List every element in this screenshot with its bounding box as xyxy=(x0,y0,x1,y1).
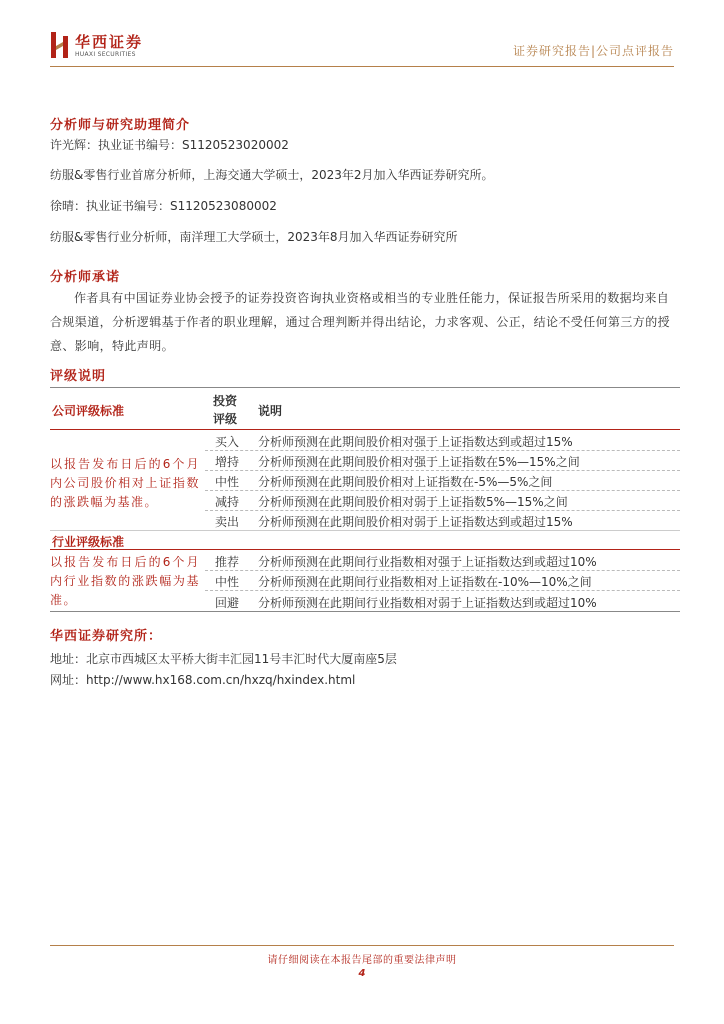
rating-header-line-2: 评级 xyxy=(212,412,237,426)
row-divider xyxy=(205,470,680,471)
rating-desc-sell: 分析师预测在此期间股价相对弱于上证指数达到或超过15% xyxy=(258,515,573,529)
rating-name-sell: 卖出 xyxy=(214,515,239,529)
company-header-rule xyxy=(50,429,680,430)
rating-table-top-rule xyxy=(50,387,680,388)
industry-header-rule xyxy=(50,549,680,550)
analyst-2-cert: 徐晴：执业证书编号：S1120523080002 xyxy=(50,199,277,213)
company-section-bottom-rule xyxy=(50,530,680,531)
rating-desc-industry-neutral: 分析师预测在此期间行业指数相对上证指数在-10%—10%之间 xyxy=(258,575,592,589)
institute-address: 地址：北京市西城区太平桥大街丰汇园11号丰汇时代大厦南座5层 xyxy=(50,652,397,666)
row-divider xyxy=(205,590,680,591)
company-rating-basis: 以报告发布日后的6个月内公司股价相对上证指数的涨跌幅为基准。 xyxy=(50,457,200,509)
analyst-2-bio: 纺服&零售行业分析师，南洋理工大学硕士，2023年8月加入华西证券研究所 xyxy=(50,230,458,244)
footer-legal-notice: 请仔细阅读在本报告尾部的重要法律声明 xyxy=(267,955,457,966)
rating-name-overweight: 增持 xyxy=(214,455,239,469)
row-divider xyxy=(205,450,680,451)
rating-header-line-1: 投资 xyxy=(212,394,237,408)
row-divider xyxy=(205,490,680,491)
rating-name-industry-neutral: 中性 xyxy=(214,575,239,589)
rating-section-title: 评级说明 xyxy=(50,369,107,384)
rating-desc-neutral: 分析师预测在此期间股价相对上证指数在-5%—5%之间 xyxy=(258,475,553,489)
rating-desc-avoid: 分析师预测在此期间行业指数相对弱于上证指数达到或超过10% xyxy=(258,596,597,610)
rating-desc-buy: 分析师预测在此期间股价相对强于上证指数达到或超过15% xyxy=(258,435,573,449)
rating-name-buy: 买入 xyxy=(214,435,239,449)
page-number: 4 xyxy=(358,968,366,979)
logo-name-cn: 华西证券 xyxy=(75,33,144,51)
row-divider xyxy=(205,510,680,511)
rating-name-neutral: 中性 xyxy=(214,475,239,489)
rating-table-bottom-rule xyxy=(50,611,680,612)
row-divider xyxy=(205,570,680,571)
page-header xyxy=(0,0,724,70)
footer-divider xyxy=(50,945,674,946)
institute-title: 华西证券研究所： xyxy=(50,629,163,644)
rating-desc-underweight: 分析师预测在此期间股价相对弱于上证指数5%—15%之间 xyxy=(258,495,568,509)
analyst-1-bio: 纺服&零售行业首席分析师，上海交通大学硕士，2023年2月加入华西证券研究所。 xyxy=(50,168,494,182)
industry-rating-header: 行业评级标准 xyxy=(52,535,125,549)
commitment-text: 作者具有中国证券业协会授予的证券投资咨询执业资格或相当的专业胜任能力，保证报告所采用的数据均来自合规渠道，分析逻辑基于作者的职业理解，通过合理判断并得出结论，力求客观、公正，结论不受任何第三方的授意、影响，特此声明。 xyxy=(50,291,671,353)
company-rating-header: 公司评级标准 xyxy=(52,404,125,418)
rating-column-header xyxy=(212,392,238,428)
huaxi-logo-icon xyxy=(51,32,69,58)
rating-name-recommend: 推荐 xyxy=(214,555,239,569)
rating-name-avoid: 回避 xyxy=(214,596,239,610)
doc-type-label: 证券研究报告|公司点评报告 xyxy=(512,44,674,58)
rating-desc-overweight: 分析师预测在此期间股价相对强于上证指数在5%—15%之间 xyxy=(258,455,580,469)
institute-website: 网址：http://www.hx168.com.cn/hxzq/hxindex.html xyxy=(50,673,356,687)
analyst-1-cert: 许光辉：执业证书编号：S1120523020002 xyxy=(50,138,289,152)
logo-name-en: HUAXI SECURITIES xyxy=(75,51,136,58)
analysts-section-title: 分析师与研究助理简介 xyxy=(50,118,191,133)
industry-rating-basis: 以报告发布日后的6个月内行业指数的涨跌幅为基准。 xyxy=(50,555,200,607)
rating-desc-recommend: 分析师预测在此期间行业指数相对强于上证指数达到或超过10% xyxy=(258,555,597,569)
explanation-header: 说明 xyxy=(258,404,283,418)
header-divider xyxy=(50,66,674,67)
rating-name-underweight: 减持 xyxy=(214,495,239,509)
commitment-section-title: 分析师承诺 xyxy=(50,270,121,285)
